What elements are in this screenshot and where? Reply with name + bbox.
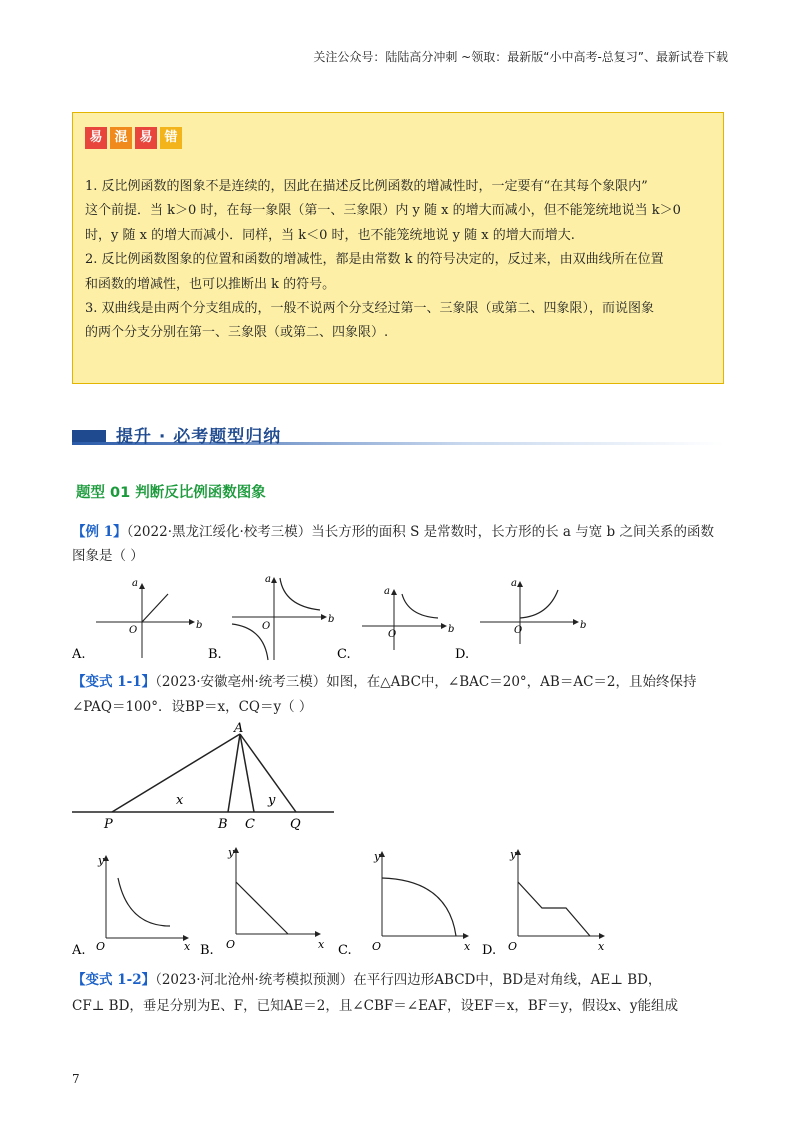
notice-line: 时，y 随 x 的增大而减小．同样，当 k＜0 时，也不能笼统地说 y 随 x 的增大而增大. (85, 227, 575, 243)
point-q-label: Q (290, 817, 301, 832)
notice-line: 3. 双曲线是由两个分支组成的，一般不说两个分支经过第一、三象限（或第二、四象限），而说图象 (85, 301, 655, 317)
axis-a-label: a (265, 574, 271, 585)
graph-c (338, 850, 471, 958)
option-label: B. (208, 647, 222, 662)
example-tag: 【例 1】 (72, 524, 127, 540)
badge-char: 易 (135, 127, 157, 149)
graph-a (72, 578, 202, 662)
axis-y-label: y (374, 850, 381, 863)
page-header: 关注公众号：陆陆高分冲刺 ~领取：最新版“小中高考-总复习”、最新试卷下载 (313, 50, 728, 64)
notice-text (85, 175, 713, 346)
variant1-text: （2023·安徽亳州·统考三模）如图，在△ABC中，∠BAC＝20°，AB＝AC＝2，且始终保持 (155, 674, 697, 690)
axis-b-label: b (196, 620, 203, 631)
triangle-figure (72, 722, 342, 832)
origin-label: O (262, 621, 271, 632)
example1-line2: 图象是（ ） (72, 548, 144, 564)
point-b-label: B (218, 817, 228, 832)
badge-char: 易 (85, 127, 107, 149)
segment-y-label: y (268, 793, 276, 808)
variant2-line2: CF⊥ BD，垂足分别为E、F，已知AE＝2，且∠CBF＝∠EAF，设EF＝x，BF＝y，假设x、y能组成 (72, 998, 679, 1014)
origin-label: O (226, 938, 236, 951)
example1-line1 (72, 520, 714, 544)
variant2-text: （2023·河北沧州·统考模拟预测）在平行四边形ABCD中，BD是对角线，AE⊥ BD， (155, 972, 662, 988)
badge-char: 混 (110, 127, 132, 149)
notice-line: 的两个分支分别在第一、三象限（或第二、四象限）. (85, 325, 389, 341)
notice-line: 2. 反比例函数图象的位置和函数的增减性，都是由常数 k 的符号决定的，反过来，由双曲线所在位置 (85, 252, 664, 268)
axis-y-label: y (98, 854, 105, 867)
page-number: 7 (72, 1072, 80, 1086)
axis-b-label: b (328, 614, 335, 625)
option-label: D. (482, 943, 497, 958)
graph-b (208, 574, 334, 662)
example1-graphs (72, 570, 632, 665)
axis-a-label: a (132, 578, 138, 589)
option-label: A. (72, 943, 86, 958)
graph-b (200, 846, 325, 958)
badge-char: 错 (160, 127, 182, 149)
axis-a-label: a (384, 586, 390, 597)
option-label: C. (338, 943, 352, 958)
graph-c (337, 586, 454, 662)
origin-label: O (96, 940, 106, 953)
option-label: C. (337, 647, 351, 662)
origin-label: O (372, 940, 382, 953)
point-a-label: A (234, 722, 244, 736)
section-title: 提升 · 必考题型归纳 (116, 427, 282, 447)
axis-x-label: x (464, 940, 471, 953)
variant1-graphs (72, 842, 612, 960)
point-p-label: P (104, 817, 113, 832)
variant1-line2: ∠PAQ＝100°．设BP＝x，CQ＝y（ ） (72, 699, 313, 715)
origin-label: O (129, 625, 138, 636)
axis-b-label: b (448, 624, 455, 635)
graph-a (72, 854, 191, 958)
notice-line: 1. 反比例函数的图象不是连续的，因此在描述反比例函数的增减性时，一定要有“在其每个象限内” (85, 179, 648, 194)
variant2-line1 (72, 968, 661, 992)
variant-tag: 【变式 1-1】 (72, 674, 156, 690)
axis-a-label: a (511, 578, 517, 589)
segment-x-label: x (176, 793, 184, 808)
axis-y-label: y (510, 848, 517, 861)
origin-label: O (508, 940, 518, 953)
notice-box (72, 112, 724, 384)
section-heading (72, 420, 724, 450)
axis-x-label: x (184, 940, 191, 953)
option-label: B. (200, 943, 214, 958)
origin-label: O (388, 629, 397, 640)
graph-d (482, 848, 605, 958)
question-type-title: 题型 01 判断反比例函数图象 (76, 485, 266, 501)
option-label: A. (72, 647, 86, 662)
option-label: D. (455, 647, 470, 662)
mistake-badge (85, 127, 182, 149)
notice-line: 这个前提．当 k＞0 时，在每一象限（第一、三象限）内 y 随 x 的增大而减小，但不能笼统地说当 k＞0 (85, 203, 681, 219)
point-c-label: C (245, 817, 255, 832)
axis-x-label: x (318, 938, 325, 951)
graph-d (455, 578, 586, 662)
notice-line: 和函数的增减性，也可以推断出 k 的符号。 (85, 276, 336, 292)
variant1-line1 (72, 670, 697, 694)
variant-tag: 【变式 1-2】 (72, 972, 156, 988)
axis-x-label: x (598, 940, 605, 953)
axis-y-label: y (228, 846, 235, 859)
origin-label: O (514, 625, 523, 636)
axis-b-label: b (580, 620, 587, 631)
example1-text: （2022·黑龙江绥化·校考三模）当长方形的面积 S 是常数时，长方形的长 a 与宽 b 之间关系的函数 (126, 524, 714, 540)
